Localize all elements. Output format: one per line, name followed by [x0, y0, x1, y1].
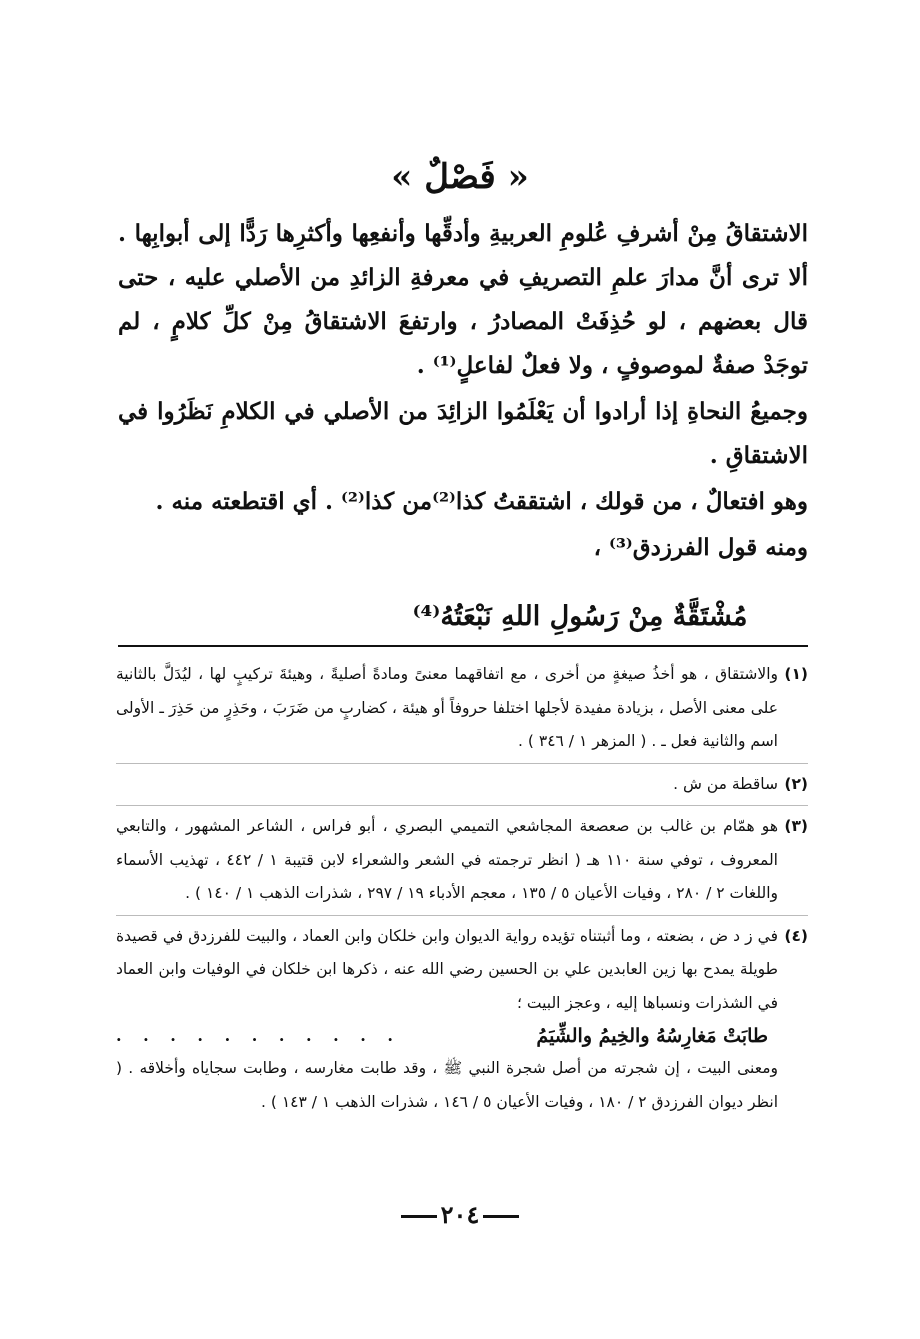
- footnote-number: (٣): [784, 817, 808, 835]
- footnote-4: [116, 920, 808, 1120]
- footnote-text: هو همّام بن غالب بن صعصعة المجاشعي التميمي البصري ، أبو فراس ، الشاعر المشهور ، والتابعي المعروف ، توفي سنة ١١٠ هـ ( انظر ترجمته في الشعر والشعراء لابن قتيبة ١ / ٤٤٢ ، تهذيب الأسماء واللغات ٢ / ٢٨٠ ، وفيات الأعيان ٥ / ١٣٥ ، معجم الأدباء ١٩ / ٢٩٧ ، شذرات الذهب ١ / ١٤٠ ) .: [116, 817, 778, 902]
- footnote-verse: [116, 1020, 778, 1052]
- footnote-number: (٤): [784, 926, 808, 945]
- footnote-text: ساقطة من ش .: [673, 774, 778, 793]
- footnote-verse-text: طابَتْ مَغارِسُهُ والخِيمُ والشِّيَمُ: [536, 1025, 768, 1047]
- poetry-verse: مُشْتَقَّةٌ مِنْ رَسُولِ اللهِ نَبْعَتُهُ⁽⁴⁾: [412, 601, 748, 632]
- dash-right: [401, 1215, 437, 1218]
- dash-left: [483, 1215, 519, 1218]
- footnote-divider: [116, 915, 808, 916]
- footnote-2: [116, 768, 808, 802]
- chapter-heading: « فَصْلٌ »: [391, 157, 529, 197]
- footnote-text: في ز د ض ، بضعته ، وما أثبتناه تؤيده رواية الديوان وابن خلكان وابن العماد ، والبيت للفرزدق في قصيدة طويلة يمدح بها زين العابدين علي بن الحسين رضي الله عنه ، ذكرها ابن خلكان في الوفيات وابن العماد في الشذرات ونسباها إليه ، وعجز البيت ؛: [116, 926, 778, 1012]
- paragraph-2: وجميعُ النحاةِ إذا أرادوا أن يَعْلَمُوا الزائِدَ من الأصلي في الكلامِ نَظَرُوا في الاشتقاقِ .: [118, 398, 808, 469]
- footnote-1: [116, 658, 808, 759]
- footnote-divider: [116, 763, 808, 764]
- footnote-text: والاشتقاق ، هو أخذُ صيغةٍ من أخرى ، مع اتفاقهما معنىً ومادةً أصليةً ، وهيئةَ تركيبٍ لها ، ليُدَلَّ بالثانية على معنى الأصل ، بزيادة مفيدة لأجلها اختلفا حروفاً أو هيئة ، كضاربٍ من ضَرَبَ ، وحَذِرٍ من حَذِرَ ـ الأولى اسم والثانية فعل ـ . ( المزهر ١ / ٣٤٦ ) .: [116, 665, 778, 750]
- footnote-number: (٢): [784, 774, 808, 793]
- page-number-value: ٢٠٤: [440, 1200, 480, 1229]
- page-number: [0, 1200, 920, 1229]
- paragraph-4: ومنه قول الفرزدق⁽³⁾ ،: [593, 534, 808, 561]
- main-text: [118, 212, 808, 572]
- footnotes: [116, 658, 808, 1119]
- paragraph-3: وهو افتعالٌ ، من قولك ، اشتققتُ كذا⁽²⁾من كذا⁽²⁾ . أي اقتطعته منه .: [155, 488, 808, 515]
- paragraph-1: الاشتقاقُ مِنْ أشرفِ عُلومِ العربيةِ وأدقِّها وأنفعِها وأكثرِها رَدًّا إلى أبوابِها . ألا ترى أنَّ مدارَ علمِ التصريفِ في معرفةِ الزائدِ من الأصلي عليه ، حتى قال بعضهم ، لو حُذِفَتْ المصادرُ ، وارتفعَ الاشتقاقُ مِنْ كلِّ كلامٍ ، لم توجَدْ صفةٌ لموصوفٍ ، ولا فعلٌ لفاعلٍ⁽¹⁾ .: [118, 220, 808, 379]
- footnote-3: [116, 810, 808, 911]
- footnote-number: (١): [784, 665, 808, 683]
- footnote-divider: [116, 805, 808, 806]
- footnote-text-continued: ومعنى البيت ، إن شجرته من أصل شجرة النبي ﷺ ، وقد طابت مغارسه ، وطابت سجاياه وأخلاقه . ( انظر ديوان الفرزدق ٢ / ١٨٠ ، وفيات الأعيان ٥ / ١٤٦ ، شذرات الذهب ١ / ١٤٣ ) .: [116, 1059, 778, 1111]
- footnote-verse-dots: . . . . . . . . . . .: [116, 1026, 401, 1045]
- footnote-separator: [118, 645, 808, 647]
